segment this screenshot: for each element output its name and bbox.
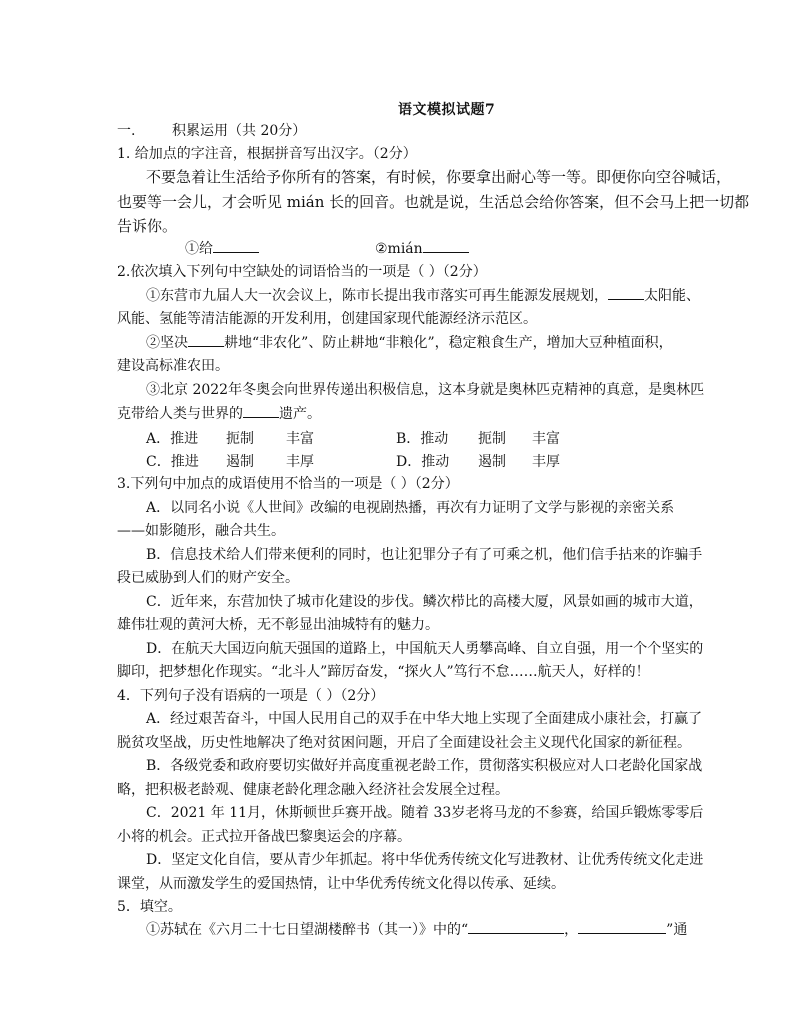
q2-s3-text-c: 遗产。 — [279, 406, 321, 422]
q4-option-d-line2: 课堂，从而激发学生的爱国热情，让中华优秀传统文化得以传承、延续。 — [117, 876, 565, 892]
q2-s1-text-b: 太阳能、 — [644, 288, 700, 304]
q2-option-c-w3: 丰厚 — [286, 454, 314, 470]
q1-answer-2-blank[interactable] — [423, 239, 469, 253]
q2-sentence3b — [117, 404, 321, 424]
section-label: 积累运用（共 20分） — [172, 123, 307, 139]
q2-option-d[interactable] — [396, 451, 449, 471]
q5-s1-text-b: ， — [564, 922, 579, 938]
q2-option-a-w3: 丰富 — [286, 431, 314, 447]
q2-s3-text-b: 克带给人类与世界的 — [117, 406, 243, 422]
q2-option-a[interactable] — [146, 428, 198, 448]
q1-passage-line2: 也要等一会儿，才会听见 mián 长的回音。也就是说，生活总会给你答案，但不会马上把一切都 — [117, 193, 750, 211]
page-title: 语文模拟试题7 — [398, 102, 496, 118]
q3-option-b-line1: B．信息技术给人们带来便利的同时，也让犯罪分子有了可乘之机，他们信手拈来的诈骗手 — [146, 547, 703, 563]
q4-option-a-line1: A．经过艰苦奋斗，中国人民用自己的双手在中华大地上实现了全面建成小康社会，打赢了 — [146, 711, 703, 727]
q5-stem: 5．填空。 — [117, 899, 182, 915]
q2-option-d-w3: 丰厚 — [532, 454, 560, 470]
q4-option-c-line2: 小将的机会。正式拉开备战巴黎奥运会的序幕。 — [117, 829, 411, 845]
q3-option-d-line1: D．在航天大国迈向航天强国的道路上，中国航天人勇攀高峰、自立自强，用一个个坚实的 — [146, 641, 704, 657]
q2-option-d-w1: D．推动 — [396, 454, 450, 470]
q2-option-b-w2: 扼制 — [478, 431, 506, 447]
q3-option-c-line1: C．近年来，东营加快了城市化建设的步伐。鳞次栉比的高楼大厦，风景如画的城市大道， — [146, 594, 703, 610]
q4-option-b-line2: 略，把积极老龄观、健康老龄化理念融入经济社会发展全过程。 — [117, 782, 509, 798]
q5-s1-text-c: ”通 — [666, 922, 688, 938]
q2-option-b-w1: B．推动 — [396, 431, 449, 447]
q1-stem: 1. 给加点的字注音，根据拼音写出汉字。（2分） — [117, 146, 417, 162]
q2-option-a-w2: 扼制 — [226, 431, 254, 447]
q3-stem: 3.下列句中加点的成语使用不恰当的一项是（ ）（2分） — [117, 476, 459, 492]
q1-answer-1-label: ①给 — [185, 241, 213, 257]
q2-s2-text-a: ②坚决 — [146, 335, 188, 351]
q4-option-d-line1: D．坚定文化自信，要从青少年抓起。将中华优秀传统文化写进教材、让优秀传统文化走进 — [146, 852, 704, 868]
q1-answer-2-label: ②mián — [375, 241, 423, 257]
q2-option-c-w1: C．推进 — [146, 454, 199, 470]
q3-option-b-line2: 段已威胁到人们的财产安全。 — [117, 570, 299, 586]
q1-answer-2 — [375, 239, 469, 259]
q2-s2-text-b: 耕地“非农化”、防止耕地“非粮化”，稳定粮食生产，增加大豆种植面积， — [224, 335, 673, 351]
q3-option-c-line2: 雄伟壮观的黄河大桥，无不彰显出油城特有的魅力。 — [117, 617, 439, 633]
q5-sentence1 — [146, 920, 687, 940]
q2-option-c[interactable] — [146, 451, 199, 471]
q5-s1-text-a: ①苏轼在《六月二十七日望湖楼醉书（其一）》中的“ — [146, 922, 469, 938]
q2-blank-3[interactable] — [243, 404, 279, 418]
q3-option-d-line2: 脚印，把梦想化作现实。“北斗人”蹄厉奋发，“探火人”笃行不怠……航天人，好样的！ — [117, 664, 650, 680]
q2-sentence1 — [146, 286, 700, 306]
q4-option-b-line1: B．各级党委和政府要切实做好并高度重视老龄工作，贯彻落实积极应对人口老龄化国家战 — [146, 758, 703, 774]
q1-answer-1 — [185, 239, 259, 259]
q1-passage-line3: 告诉你。 — [117, 217, 178, 235]
section-number: 一. — [117, 123, 136, 139]
q2-option-b[interactable] — [396, 428, 448, 448]
q2-blank-1[interactable] — [608, 286, 644, 300]
q2-s1-text-a: ①东营市九届人大一次会议上，陈市长提出我市落实可再生能源发展规划， — [146, 288, 608, 304]
q1-answer-1-blank[interactable] — [213, 239, 259, 253]
q2-option-d-w2: 遏制 — [478, 454, 506, 470]
q4-option-a-line2: 脱贫攻坚战，历史性地解决了绝对贫困问题，开启了全面建设社会主义现代化国家的新征程。 — [117, 735, 691, 751]
q2-s1-text-c: 风能、氢能等清洁能源的开发利用，创建国家现代能源经济示范区。 — [117, 311, 537, 327]
q3-option-a-line2: ——如影随形，融合共生。 — [117, 523, 285, 539]
q4-option-c-line1: C．2021 年 11月，休斯顿世乒赛开战。随着 33岁老将马龙的不参赛，给国乒锻炼零零后 — [146, 805, 704, 821]
q2-s3-text-a: ③北京 2022年冬奥会向世界传递出积极信息，这本身就是奥林匹克精神的真意，是奥林匹 — [146, 382, 705, 398]
q3-option-a-line1: A．以同名小说《人世间》改编的电视剧热播，再次有力证明了文学与影视的亲密关系 — [146, 500, 675, 516]
q5-blank-1[interactable] — [468, 920, 564, 934]
q2-sentence2 — [146, 333, 673, 353]
q1-passage-line1: 不要急着让生活给予你所有的答案，有时候，你要拿出耐心等一等。即便你向空谷喊话， — [146, 168, 732, 186]
q5-blank-2[interactable] — [578, 920, 666, 934]
q2-blank-2[interactable] — [188, 333, 224, 347]
q2-s2-text-c: 建设高标准农田。 — [117, 358, 229, 374]
q2-option-a-w1: A．推进 — [146, 431, 199, 447]
q2-option-b-w3: 丰富 — [532, 431, 560, 447]
q2-stem: 2.依次填入下列句中空缺处的词语恰当的一项是（ ）（2分） — [117, 264, 487, 280]
q4-stem: 4．下列句子没有语病的一项是（ ）（2分） — [117, 688, 385, 704]
q2-option-c-w2: 遏制 — [226, 454, 254, 470]
